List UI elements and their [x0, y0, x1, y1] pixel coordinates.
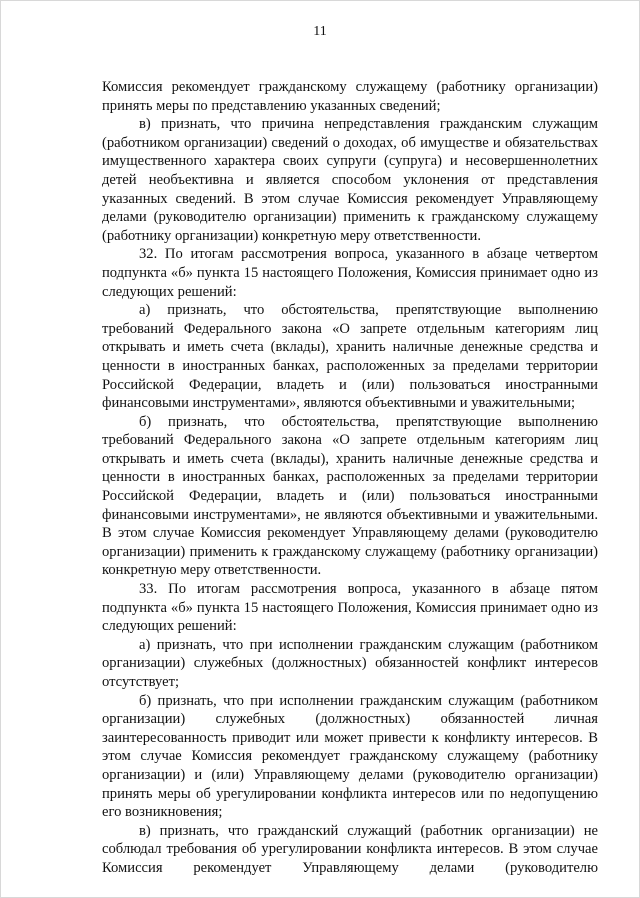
- document-body: [102, 78, 598, 878]
- paragraph: Комиссия рекомендует гражданскому служащему (работнику организации) принять меры по представлению указанных сведений;: [102, 79, 598, 114]
- paragraph: а) признать, что при исполнении гражданским служащим (работником организации) служебных (должностных) обязанностей конфликт интересов отсутствует;: [102, 636, 598, 690]
- paragraph: а) признать, что обстоятельства, препятствующие выполнению требований Федерального закона «О запрете отдельным категориям лиц открывать и иметь счета (вклады), хранить наличные денежные средства и ценности в иностранных банках, расположенных за пределами территории Российской Федерации, владеть и (или) пользоваться иностранными финансовыми инструментами», являются объективными и уважительными;: [102, 302, 598, 412]
- paragraph: в) признать, что причина непредставления гражданским служащим (работником организации) сведений о доходах, об имуществе и обязательствах имущественного характера своих супруги (супруга) и несовершеннолетних детей необъективна и является способом уклонения от представления указанных сведений. В этом случае Комиссия рекомендует Управляющему делами (руководителю организации) применить к гражданскому служащему (работнику организации) конкретную меру ответственности.: [102, 116, 598, 244]
- paragraph: б) признать, что обстоятельства, препятствующие выполнению требований Федерального закона «О запрете отдельным категориям лиц открывать и иметь счета (вклады), хранить наличные денежные средства и ценности в иностранных банках, расположенных за пределами территории Российской Федерации, владеть и (или) пользоваться иностранными финансовыми инструментами», не являются объективными и уважительными. В этом случае Комиссия рекомендует Управляющему делами (руководителю организации) применить к гражданскому служащему (работнику организации) конкретную меру ответственности.: [102, 413, 598, 579]
- page-number: 11: [313, 24, 327, 39]
- paragraph: б) признать, что при исполнении гражданским служащим (работником организации) служебных (должностных) обязанностей личная заинтересованность приводит или может привести к конфликту интересов. В этом случае Комиссия рекомендует гражданскому служащему (работнику организации) и (или) Управляющему делами (руководителю организации) принять меры об урегулировании конфликта интересов или по недопущению его возникновения;: [102, 692, 598, 821]
- paragraph: 33. По итогам рассмотрения вопроса, указанного в абзаце пятом подпункта «б» пункта 15 настоящего Положения, Комиссия принимает одно из следующих решений:: [102, 581, 598, 635]
- paragraph: 32. По итогам рассмотрения вопроса, указанного в абзаце четвертом подпункта «б» пункта 15 настоящего Положения, Комиссия принимает одно из следующих решений:: [102, 246, 598, 300]
- paragraph: в) признать, что гражданский служащий (работник организации) не соблюдал требования об урегулировании конфликта интересов. В этом случае Комиссия рекомендует Управляющему делами (руководителю: [102, 822, 598, 876]
